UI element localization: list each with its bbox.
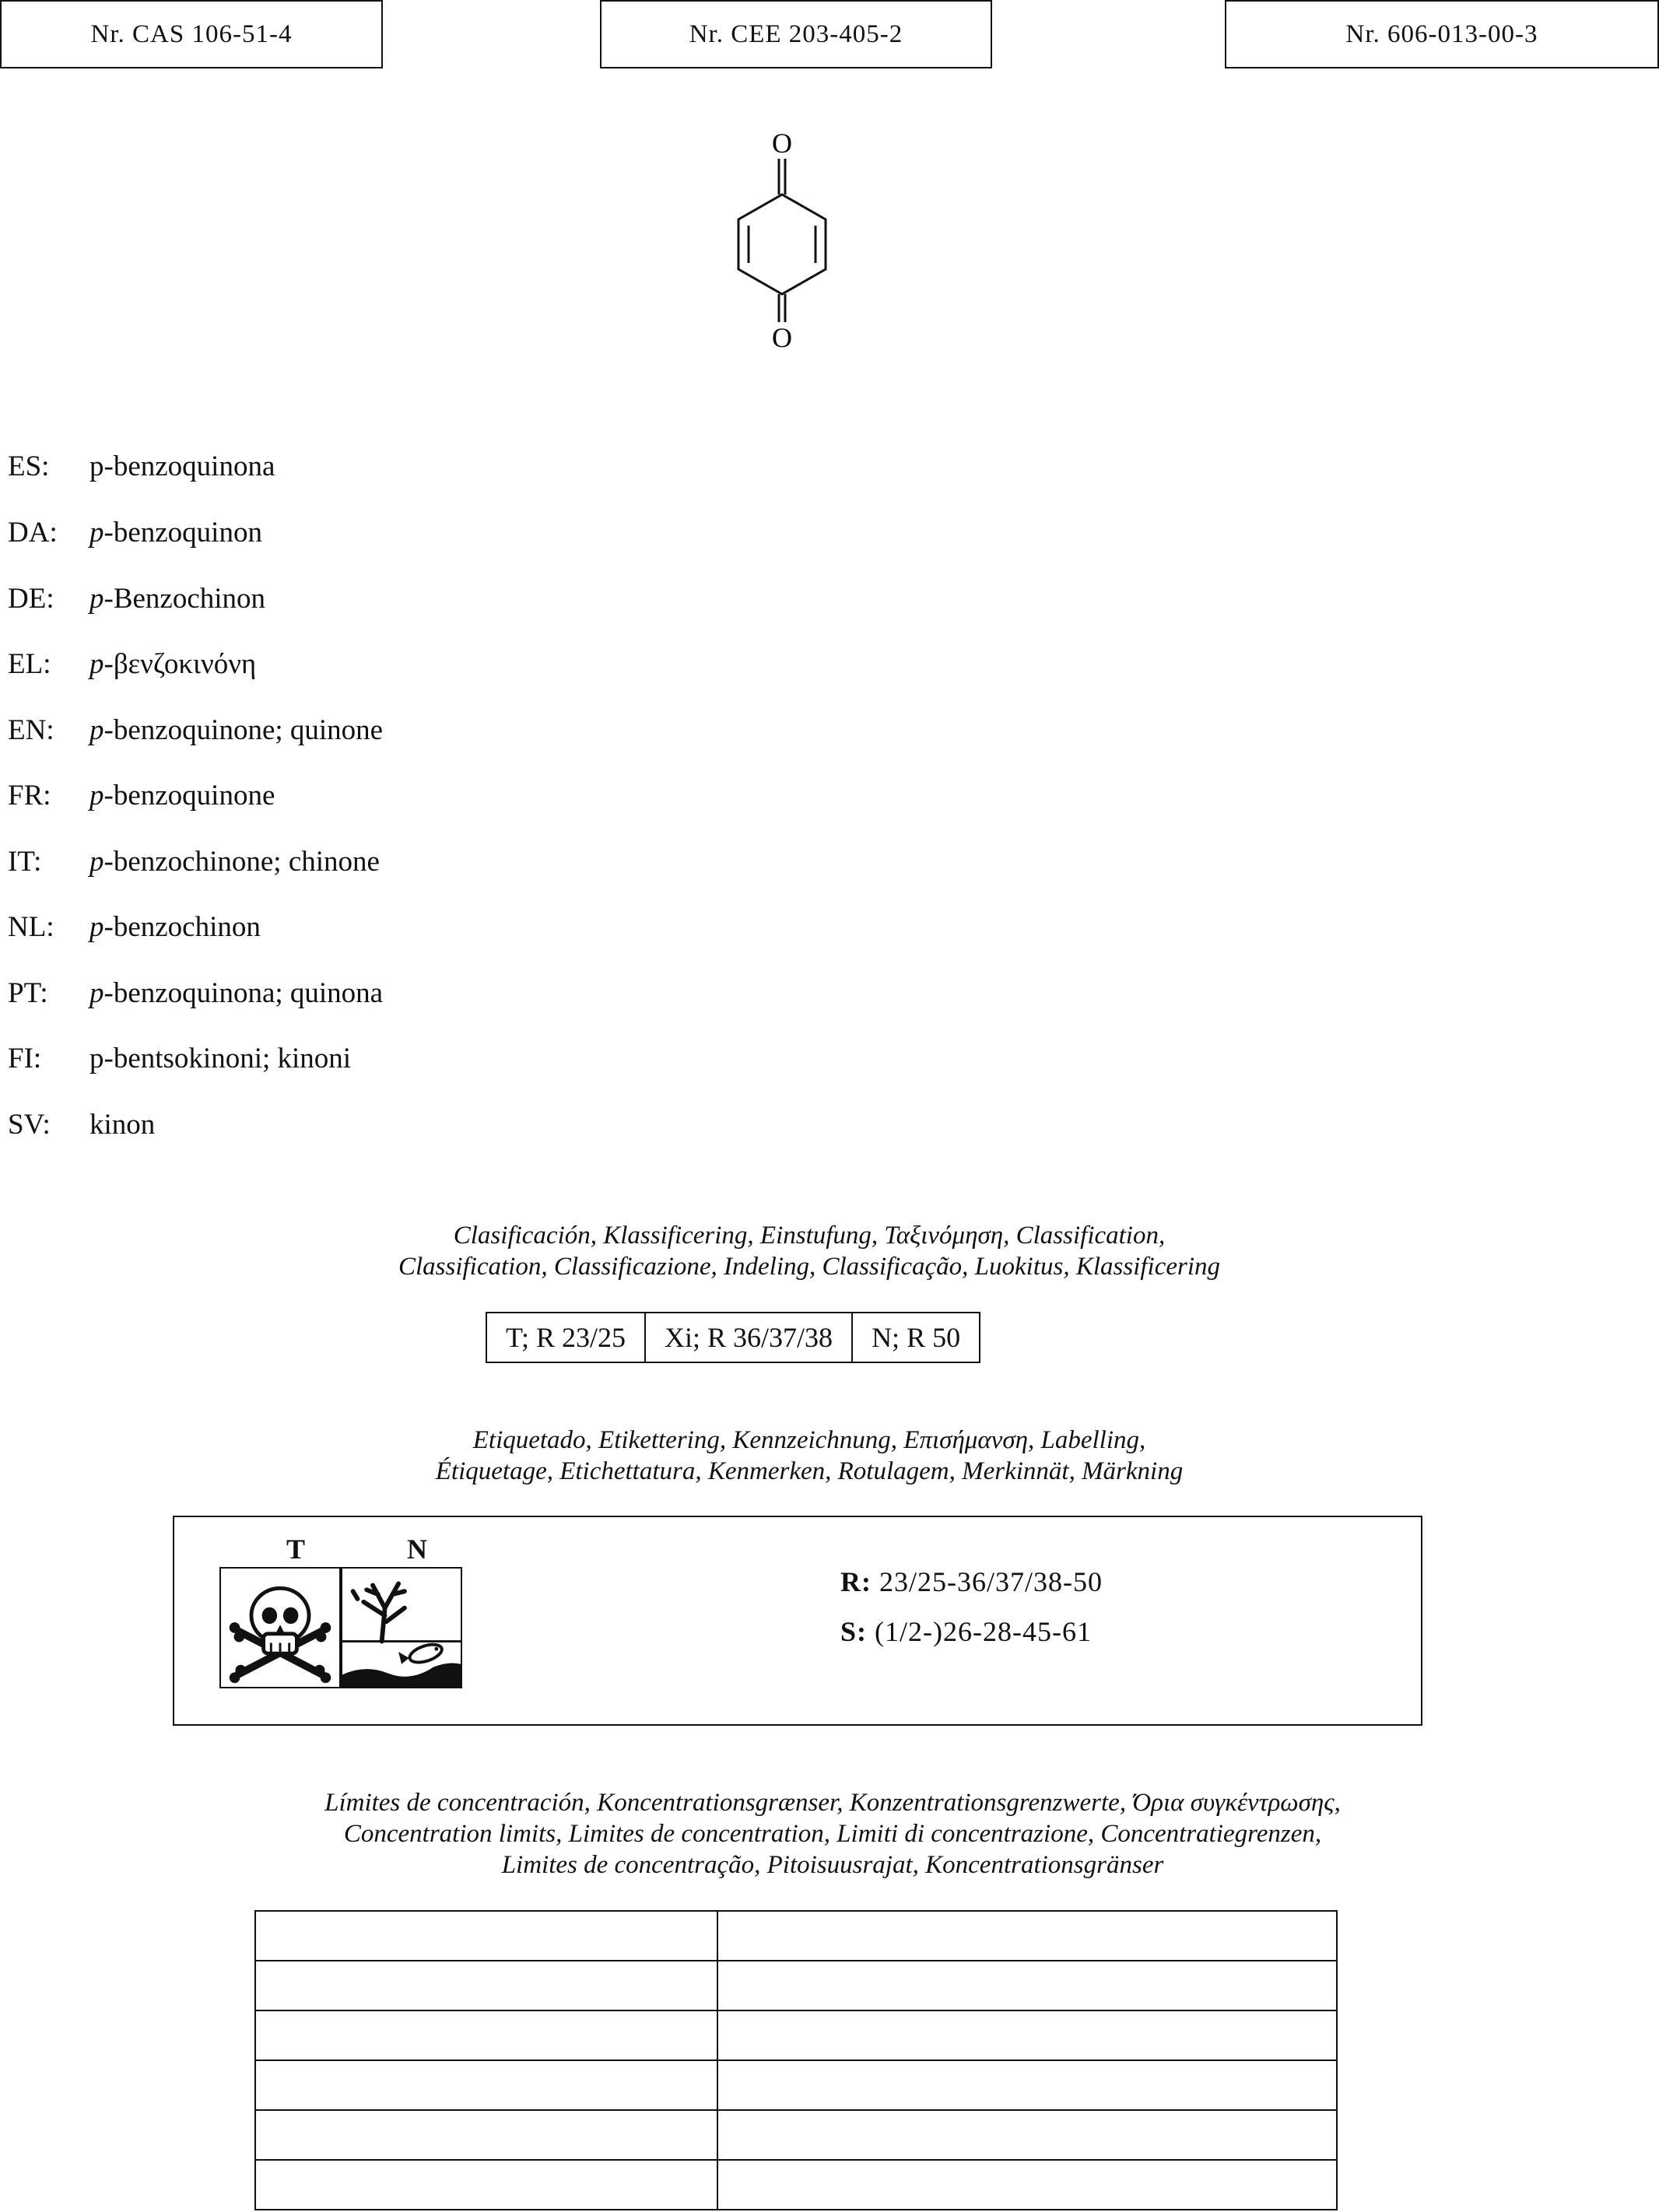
concentration-limits-table <box>254 1910 1338 2210</box>
oxygen-top-atom: O <box>772 128 792 159</box>
table-row <box>255 1961 1337 2010</box>
benzoquinone-structure <box>700 124 864 358</box>
oxygen-bottom-atom: O <box>772 322 792 353</box>
table-row <box>255 2010 1337 2060</box>
labelling-box <box>173 1516 1422 1726</box>
symbol-n-letter: N <box>407 1534 427 1565</box>
classification-header: Clasificación, Klassificering, Einstufung, Ταξινόμηση, Classification, Classification, Classificazione, Indeling, Classificação, Luokitus, Klassificering <box>398 1222 1221 1281</box>
skull-crossbones-icon <box>219 1567 341 1688</box>
table-row <box>255 2160 1337 2210</box>
cas-number-box: Nr. CAS 106-51-4 <box>0 0 383 68</box>
cee-number-box: Nr. CEE 203-405-2 <box>600 0 992 68</box>
classification-cell-t: T; R 23/25 <box>486 1313 645 1362</box>
dead-tree-fish-icon <box>341 1567 462 1688</box>
classification-cell-xi: Xi; R 36/37/38 <box>645 1313 852 1362</box>
table-row <box>255 1911 1337 1961</box>
table-row <box>255 2110 1337 2160</box>
labelling-header: Etiquetado, Etikettering, Kennzeichnung, Επισήμανση, Labelling, Étiquetage, Etichettatura, Kenmerken, Rotulagem, Merkinnät, Märkning <box>435 1426 1184 1485</box>
classification-cell-n: N; R 50 <box>852 1313 980 1362</box>
concentration-limits-header: Límites de concentración, Koncentrationsgrænser, Konzentrationsgrenzwerte, Όρια συγκέντρωσης, Concentration limits, Limites de concentration, Limiti di concentrazione, Concentratiegrenzen, Limites de concentração, Pitoisuusrajat, Koncentrationsgränser <box>324 1789 1341 1879</box>
safety-phrases: S: (1/2-)26-28-45-61 <box>840 1616 1092 1647</box>
index-number-box: Nr. 606-013-00-3 <box>1225 0 1659 68</box>
symbol-t-letter: T <box>286 1534 305 1565</box>
risk-phrases: R: 23/25-36/37/38-50 <box>840 1566 1103 1597</box>
table-row <box>255 2060 1337 2110</box>
classification-table <box>486 1312 980 1363</box>
